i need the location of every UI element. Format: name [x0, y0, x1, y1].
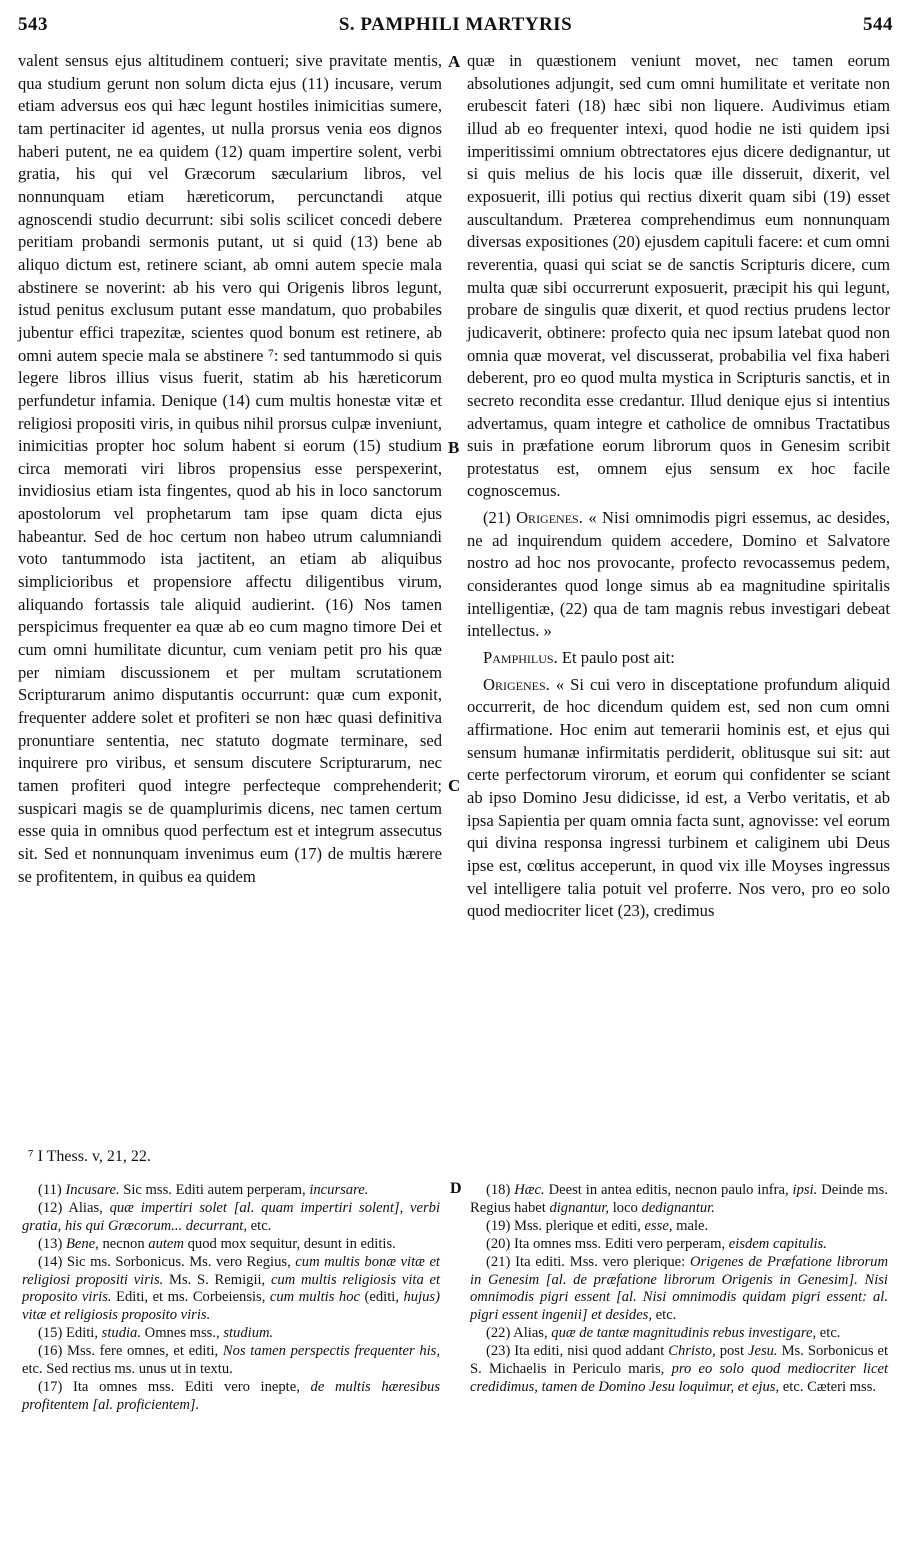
- note-20: (20) Ita omnes mss. Editi vero perperam, eisdem capitulis.: [486, 1235, 827, 1252]
- margin-letter-b: B: [448, 438, 460, 457]
- pamphilus-text: Et paulo post ait:: [561, 648, 675, 668]
- note-11: (11) Incusare. Sic mss. Editi autem perperam, incursare.: [38, 1182, 369, 1198]
- notes-left: [22, 1182, 440, 1415]
- note-22: (22) Alias, quæ de tantæ magnitudinis rebus investigare, etc.: [486, 1325, 841, 1342]
- speaker-origenes: Origenes.: [516, 508, 583, 528]
- note-12: (12) Alias, quæ impertiri solet [al. quam impertiri solent], verbi gratia, his qui Græcorum... decurrant, etc.: [22, 1199, 441, 1234]
- running-header: [18, 14, 893, 40]
- quote-text: « Nisi omnimodis pigri essemus, ac desides, ne ad inquirendum quidem accedere, Domino et Salvatore nostro ad hoc nos provocante, profecto revocassemus pedem, considerantes quod longe simus ab ea magnitudine spiritalis intelligentiæ, (22) qua de tam magnis rebus investigari debeat intellectus. »: [467, 508, 890, 641]
- margin-letter-d: D: [450, 1180, 462, 1197]
- quote-text-2: « Si cui vero in disceptatione profundum aliquid occurrerit, de hoc dicendum quidem est, sed non cum omni affirmatione. Hoc enim aut temerarii hominis est, et ejus qui sensum humanæ infirmitatis perdiderit, oblitusque sui sit: aut certe perfectorum virorum, et eorum qui confidenter se sciant ab ipso Domino Jesu didicisse, id est, a Verbo veritatis, et ab ipsa Sapientia per quam omnia facta sunt, agnovisse: vel eorum qui divina responsa ingressi turbinem et caliginem ubi Deus ipse est, cœlitus acceperunt, in quod vix ille Moyses ingressus vel intelligere talia potuit vel proferre. Nos vero, pro eo solo quod mediocriter licet (23), credimus: [467, 674, 890, 921]
- quote-number: (21): [483, 508, 511, 528]
- pamphilus-line: [467, 647, 890, 670]
- note-13: (13) Bene, necnon autem quod mox sequitur, desunt in editis.: [38, 1235, 396, 1252]
- note-19: (19) Mss. plerique et editi, esse, male.: [486, 1217, 709, 1234]
- speaker-origenes-2: Origenes.: [483, 674, 550, 694]
- right-column-text: quæ in quæstionem veniunt movet, nec tamen eorum absolutiones adjungit, sed cum omni humilitate et veritate non erubescit fateri (18) hæc sibi non liquere. Audivimus etiam illud ab eo frequenter intexi, quod hodie ne isti quidem ipsi imperitissimi omnium obtrectatores ejus dicere dedignantur, ut si quis melius de his locis quæ ille disseruit, dixerit, vel exposuerit, illi potius qui rectius dixerit quam sibi (19) esset auscultandum. Præterea comprehendimus eum nonnunquam diversas expositiones (20) ejusdem capituli facere: et cum omni reverentia, quasi qui sciat se de sanctis Scripturis dicere, cum multa quæ sibi occurrerunt exposuerit, præcipit his qui legunt, probare de singulis quæ dixerit, et quod rectius prudens lector judicaverit, obtinere: profecto quia nec ipsum latebat quod non omnia quæ moverat, vel discusserat, probabilia vel fixa haberi deberent, pro eo quod multa mystica in Scripturis sanctis, et in secreto recondita esse credantur. Illud denique ejus si intentius advertamus, quam integre et catholice de omnibus Tractatibus suis in præfatione eorum librorum quos in Genesim scribit protestatus est, omnem ejus sensum ex hoc facile cognoscemus.: [467, 51, 891, 501]
- left-column-text: valent sensus ejus altitudinem contueri; sive pravitate mentis, qua studium gerunt non solum dicta ejus (11) incusare, verum etiam adversus eos qui hæc legunt hostiles inimicitias sumere, tam pertinaciter id agentes, ut nulla prorsus venia eos dignos haberi putent, ne ea quidem (12) quam impertire solent, verbi gratia, his qui vel Græcorum sæcularium libros, vel nonnunquam etiam hæreticorum, percunctandi atque agnoscendi studio decurrunt: sibi solis scilicet concedi debere peritiam probandi sermonis putant, ut si quid (13) bene ab aliquo dictum est, retinere sciant, ab omni autem specie mala abstinere se noverint: ab his vero qui Origenis libros legunt, istud penitus exclusum putant esse mandatum, quo probabiles jubentur effici trapezitæ, scientes quod bonum est retinere, ab omni autem specie mala se abstinere ⁷: sed tantummodo si quis legere libros illius visus fuerit, statim ab his hæreticorum perfundetur infamia. Denique (14) cum multis honestæ vitæ et religiosi propositi viris, in quibus nihil prorsus culpæ inveniunt, inimicitias propter hoc solum habent si eorum (15) studium circa memorati viri libros propensius esse perspexerint, invidiosius etiam ista fingentes, quod ab his in loco sanctorum apostolorum vel prophetarum tam ipse quam dicta ejus habeantur. Sed de hoc certum non habeo utrum calumniandi voto tantummodo ista jactitent, an etiam ab aliquibus simplicioribus et propensiore affectu diligentibus virum, aliquando fortassis tale aliquid audierint. (16) Nos tamen perspicimus frequenter ea quæ ab eo cum magno timore Dei et cum omni humilitate dicuntur, cum veniam petit pro his quæ per nimiam discussionem et per multam scrutationem Scripturarum animo disputantis occurrunt: quæ cum exponit, frequenter addere solet et profiteri se non hæc quasi definitiva pronuntiare sententia, nec statuto dogmate terminare, sed inquirere pro viribus, et sensum discutere Scripturarum, nec tamen profiteri quod integre perfecteque comprehenderit; suspicari magis se de quamplurimis dicens, nec tamen certum esse quia in omnibus quod perfectum est et integrum assecutus sit. Sed et nonnunquam invenimus eum (17) de multis hærere se profitentem, in quibus ea quidem: [18, 51, 442, 886]
- note-16: (16) Mss. fere omnes, et editi, Nos tamen perspectis frequenter his, etc. Sed rectius ms. unus ut in textu.: [22, 1343, 440, 1378]
- note-21: (21) Ita editi. Mss. vero plerique: Origenes de Præfatione librorum in Genesim [al. de præfatione librorum Origenis in Genesim]. Nisi omnimodis pigri essent [al. Nisi omnimodis quidam pigri essent: al. pigri essent ingenii] et desides, etc.: [470, 1253, 889, 1324]
- left-column: [18, 50, 442, 888]
- notes-right: [470, 1182, 888, 1397]
- margin-letter-a: A: [448, 52, 461, 71]
- speaker-pamphilus: Pamphilus.: [483, 648, 558, 668]
- margin-letter-c: C: [448, 776, 461, 795]
- origenes-quote-1: [467, 507, 890, 643]
- running-title: S. PAMPHILI MARTYRIS: [338, 14, 573, 35]
- page-number-left: 543: [18, 14, 48, 35]
- note-17: (17) Ita omnes mss. Editi vero inepte, de multis hæresibus profitentem [al. proficientem].: [22, 1378, 441, 1413]
- scripture-footnote: ⁷ I Thess. v, 21, 22.: [28, 1148, 151, 1165]
- right-column: [467, 50, 890, 923]
- note-23: (23) Ita editi, nisi quod addant Christo, post Jesu. Ms. Sorbonicus et S. Michaelis in Periculo maris, pro eo solo quod mediocriter licet credidimus, tamen de Domino Jesu loquimur, et ejus, etc. Cæteri mss.: [470, 1343, 888, 1395]
- note-18: (18) Hæc. Deest in antea editis, necnon paulo infra, ipsi. Deinde ms. Regius habet dignantur, loco dedignantur.: [470, 1182, 888, 1216]
- origenes-quote-2: [467, 674, 890, 923]
- note-14: (14) Sic ms. Sorbonicus. Ms. vero Regius, cum multis bonæ vitæ et religiosi propositi viris. Ms. S. Remigii, cum multis religiosis vita et proposito viris. Editi, et ms. Corbeiensis, cum multis hoc (editi, hujus) vitæ et religiosis proposito viris.: [22, 1253, 440, 1324]
- page-number-right: 544: [863, 14, 893, 35]
- note-15: (15) Editi, studia. Omnes mss., studium.: [38, 1325, 274, 1342]
